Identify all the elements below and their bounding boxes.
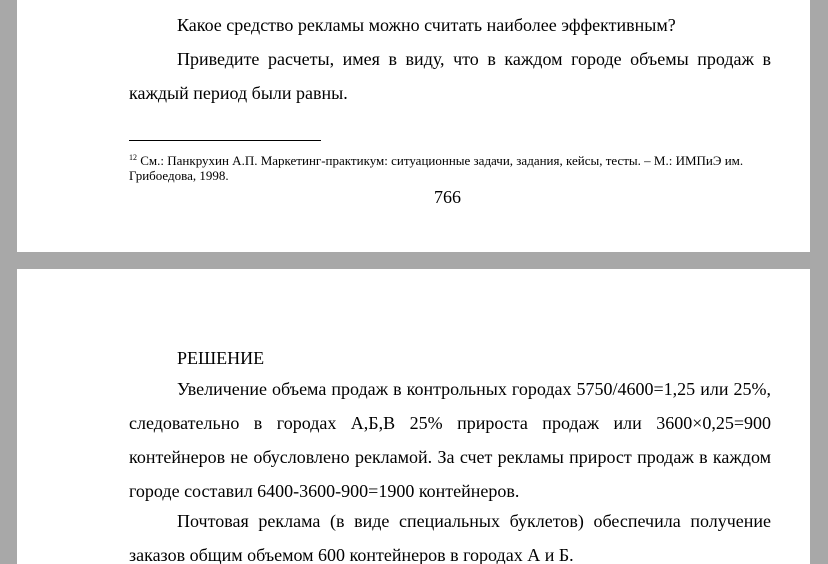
document-page-bottom <box>17 269 810 564</box>
question-effective-ad: Какое средство рекламы можно считать наиболее эффективным? <box>177 15 676 35</box>
footnote <box>129 150 774 183</box>
document-page-top <box>17 0 810 252</box>
footnote-text: См.: Панкрухин А.П. Маркетинг-практикум: ситуационные задачи, задания, кейсы, тесты. – М.: ИМПиЭ им. Грибоедова, 1998. <box>129 153 744 183</box>
page-number: 766 <box>434 187 461 207</box>
solution-heading: РЕШЕНИЕ <box>177 348 265 368</box>
question-calculations: Приведите расчеты, имея в виду, что в каждом городе объемы продаж в каждый период были равны. <box>129 49 771 103</box>
solution-paragraph-1: Увеличение объема продаж в контрольных городах 5750/4600=1,25 или 25%, следовательно в городах А,Б,В 25% прироста продаж или 3600×0,25=900 контейнеров не обусловлено рекламой. За счет рекламы прирост продаж в каждом городе составил 6400-3600-900=1900 контейнеров. <box>129 379 771 501</box>
footnote-number: 12 <box>129 153 137 162</box>
solution-paragraph-2: Почтовая реклама (в виде специальных буклетов) обеспечила получение заказов общим объемом 600 контейнеров в городах А и Б. <box>129 511 771 564</box>
footnote-separator <box>129 140 321 141</box>
